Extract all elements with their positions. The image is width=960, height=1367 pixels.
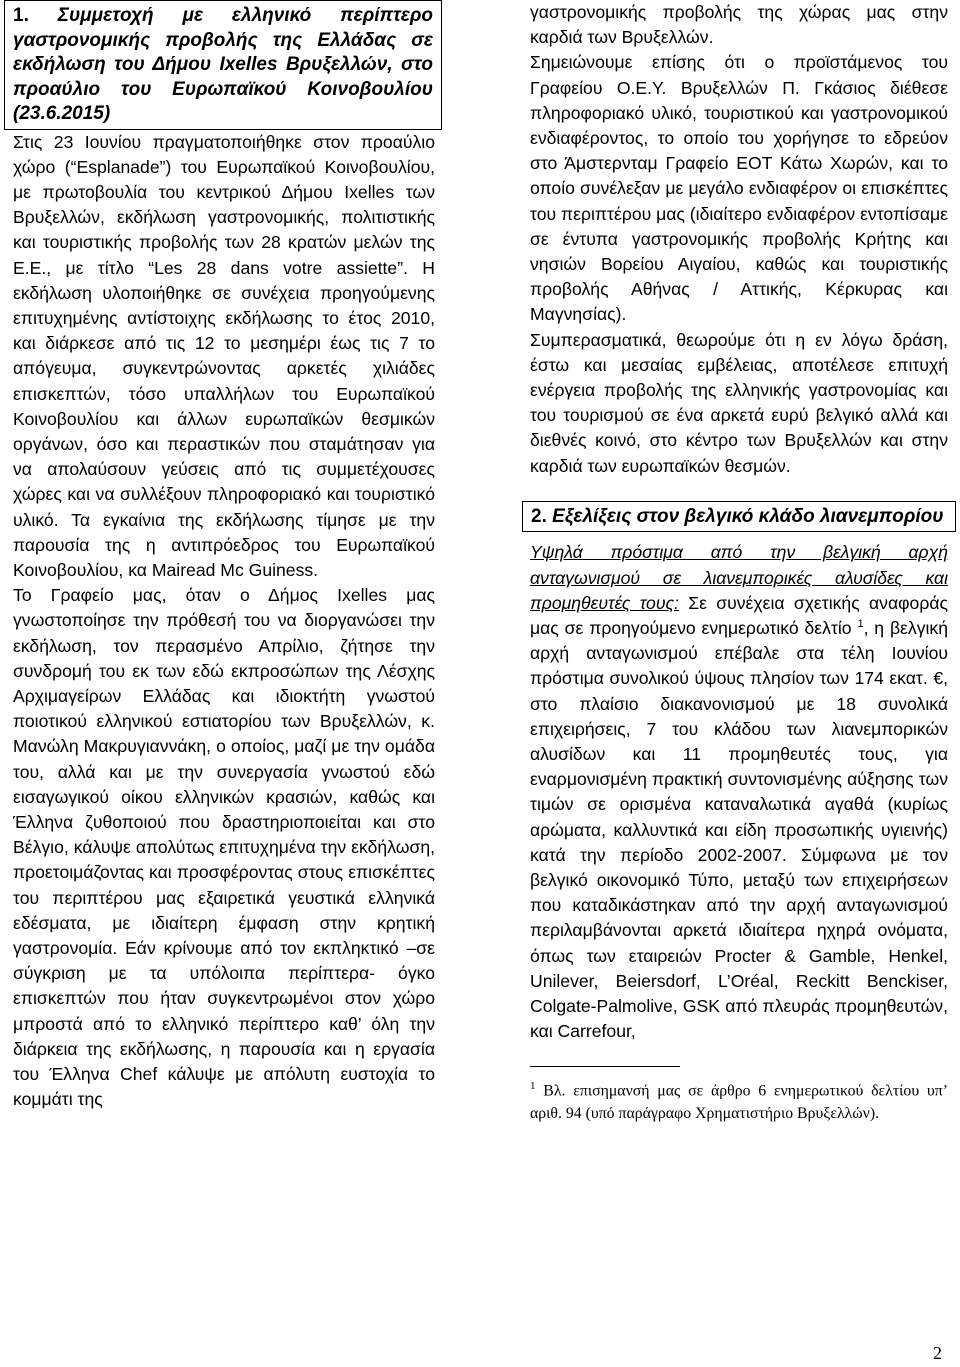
left-column xyxy=(13,0,435,1112)
section-heading-1 xyxy=(4,0,442,130)
right-column xyxy=(530,0,948,1125)
section-title: Συμμετοχή με ελληνικό περίπτερο γαστρονομικής προβολής της Ελλάδας σε εκδήλωση του Δήμου Ixelles Βρυξελλών, στο προαύλιο του Ευρωπαϊκού Κοινοβουλίου (23.6.2015) xyxy=(13,5,433,124)
footnote-reference[interactable]: 1 xyxy=(857,618,864,631)
section-title: Εξελίξεις στον βελγικό κλάδο λιανεμπορίου xyxy=(552,505,944,527)
underlined-lead: Υψηλά πρόστιμα από την βελγική αρχή ανταγωνισμού σε λιανεμπορικές αλυσίδες και προμηθευτές τους: xyxy=(530,542,948,613)
paragraph: Στις 23 Ιουνίου πραγματοποιήθηκε στον προαύλιο χώρο (“Esplanade”) του Ευρωπαϊκού Κοινοβουλίου, με πρωτοβουλία του κεντρικού Δήμου Ixelles των Βρυξελλών, εκδήλωση γαστρονομικής, πολιτιστικής και τουριστικής προβολής των 28 κρατών μελών της Ε.Ε., με τίτλο “Les 28 dans votre assiette”. Η εκδήλωση υλοποιήθηκε σε συνέχεια προηγούμενης επιτυχημένης αντίστοιχης εκδήλωσης το έτος 2010, και διάρκεσε από τις 12 το μεσημέρι έως τις 7 το απόγευμα, συγκεντρώνοντας αρκετές χιλιάδες επισκεπτών, τόσο υπαλλήλων του Ευρωπαϊκού Κοινοβουλίου και άλλων ευρωπαϊκών θεσμικών οργάνων, όσο και περαστικών που σταμάτησαν για να απολαύσουν γεύσεις από τις συμμετέχουσες χώρες και να συλλέξουν πληροφοριακό και τουριστικό υλικό. Τα εγκαίνια της εκδήλωσης τίμησε με την παρουσία της η αντιπρόεδρος του Ευρωπαϊκού Κοινοβουλίου, κα Mairead Mc Guiness. xyxy=(13,131,435,580)
footnote-separator xyxy=(530,1066,680,1067)
section-heading-2 xyxy=(522,501,956,533)
section-number: 2. xyxy=(531,505,547,527)
page-number: 2 xyxy=(933,1343,942,1363)
paragraph: γαστρονομικής προβολής της χώρας μας στην καρδιά των Βρυξελλών. xyxy=(530,2,948,48)
paragraph xyxy=(530,540,948,1044)
paragraph: Συμπερασματικά, θεωρούμε ότι η εν λόγω δράση, έστω και μεσαίας εμβέλειας, αποτέλεσε επιτυχή ενέργεια προβολής της ελληνικής γαστρονομίας και του τουρισμού σε ένα αρκετά ευρύ βελγικό αλλά και διεθνές κοινό, στο κέντρο των Βρυξελλών και στην καρδιά των ευρωπαϊκών θεσμών. xyxy=(530,329,948,476)
footnote-mark: 1 xyxy=(530,1080,536,1093)
footnote-text: Βλ. επισημανσή μας σε άρθρο 6 ενημερωτικού δελτίου υπ’ αριθ. 94 (υπό παράγραφο Χρηματιστήριο Βρυξελλών). xyxy=(530,1082,948,1122)
footnote xyxy=(530,1075,948,1124)
paragraph-text: Σε συνέχεια σχετικής αναφοράς μας σε προηγούμενο ενημερωτικό δελτίο xyxy=(530,592,948,638)
paragraph: Το Γραφείο μας, όταν ο Δήμος Ixelles μας γνωστοποίησε την πρόθεσή του να διοργανώσει την εκδήλωση, τον περασμένο Απρίλιο, ζήτησε την συνδρομή του εκ των εδώ εκπροσώπων της Λέσχης Αρχιμαγείρων Ελλάδας και ιδιοκτήτη γνωστού ποιοτικού ελληνικού εστιατορίου των Βρυξελλών, κ. Μανώλη Μακρυγιαννάκη, ο οποίος, μαζί με την ομάδα του, αλλά και με την συνεργασία γνωστού εδώ εισαγωγικού οίκου ελληνικών κρασιών, καθώς και Έλληνα ζυθοποιού που δραστηριοποιείται και στο Βέλγιο, κάλυψε απολύτως επιτυχημένα την εκδήλωση, προετοιμάζοντας και προσφέροντας στους επισκέπτες του περιπτέρου μας εξαιρετικά γευστικά ελληνικά εδέσματα, με ιδιαίτερη έμφαση στην κρητική γαστρονομία. Εάν κρίνουμε από τον εκπληκτικό –σε σύγκριση με τα υπόλοιπα περίπτερα- όγκο επισκεπτών που ήταν συγκεντρωμένοι στον χώρο μπροστά από το ελληνικό περίπτερο καθ’ όλη την διάρκεια της εκδήλωσης, η παρουσία και η εργασία του Έλληνα Chef κάλυψε με απόλυτη ευστοχία το κομμάτι της xyxy=(13,585,435,1110)
paragraph: Σημειώνουμε επίσης ότι ο προϊστάμενος του Γραφείου Ο.Ε.Υ. Βρυξελλών Π. Γκάσιος διέθεσε πληροφοριακό υλικό, τουριστικού και γαστρονομικού ενδιαφέροντος, το οποίο του χορήγησε το εδρεύον στο Άμστερνταμ Γραφείο ΕΟΤ Κάτω Χωρών, και το οποίο συνέλεξαν με μεγάλο ενδιαφέρον οι επισκέπτες του περιπτέρου μας (ιδιαίτερο ενδιαφέρον εντοπίσαμε σε έντυπα γαστρονομικής προβολής Κρήτης και νησιών Βορείου Αιγαίου, καθώς και τουριστικής προβολής Αθήνας / Αττικής, Κέρκυρας και Μαγνησίας). xyxy=(530,52,949,325)
paragraph-text: , η βελγική αρχή ανταγωνισμού επέβαλε στα τέλη Ιουνίου πρόστιμα συνολικού ύψους πλησίον των 174 εκατ. €, στο πλαίσιο διακανονισμού με 18 συνολικά επιχειρήσεις, 7 του κλάδου των λιανεμπορικών αλυσίδων και 11 προμηθευτές τους, για εναρμονισμένη πρακτική συντονισμένης αύξησης των τιμών σε ορισμένα καταναλωτικά αγαθά (κυρίως αρώματα, καλλυντικά και είδη προσωπικής υγιεινής) κατά την περίοδο 2002-2007. Σύμφωνα με τον βελγικό οικονομικό Τύπο, μεταξύ των επιχειρήσεων που καταδικάστηκαν από την αρχή ανταγωνισμού περιλαμβάνονται αρκετά ιδιαίτερα ηχηρά ονόματα, όπως των εταιρειών Procter & Gamble, Henkel, Unilever, Beiersdorf, L’Oréal, Reckitt Benckiser, Colgate-Palmolive, GSK από πλευράς προμηθευτών, και Carrefour, xyxy=(530,617,948,1042)
section-number: 1. xyxy=(13,5,29,26)
